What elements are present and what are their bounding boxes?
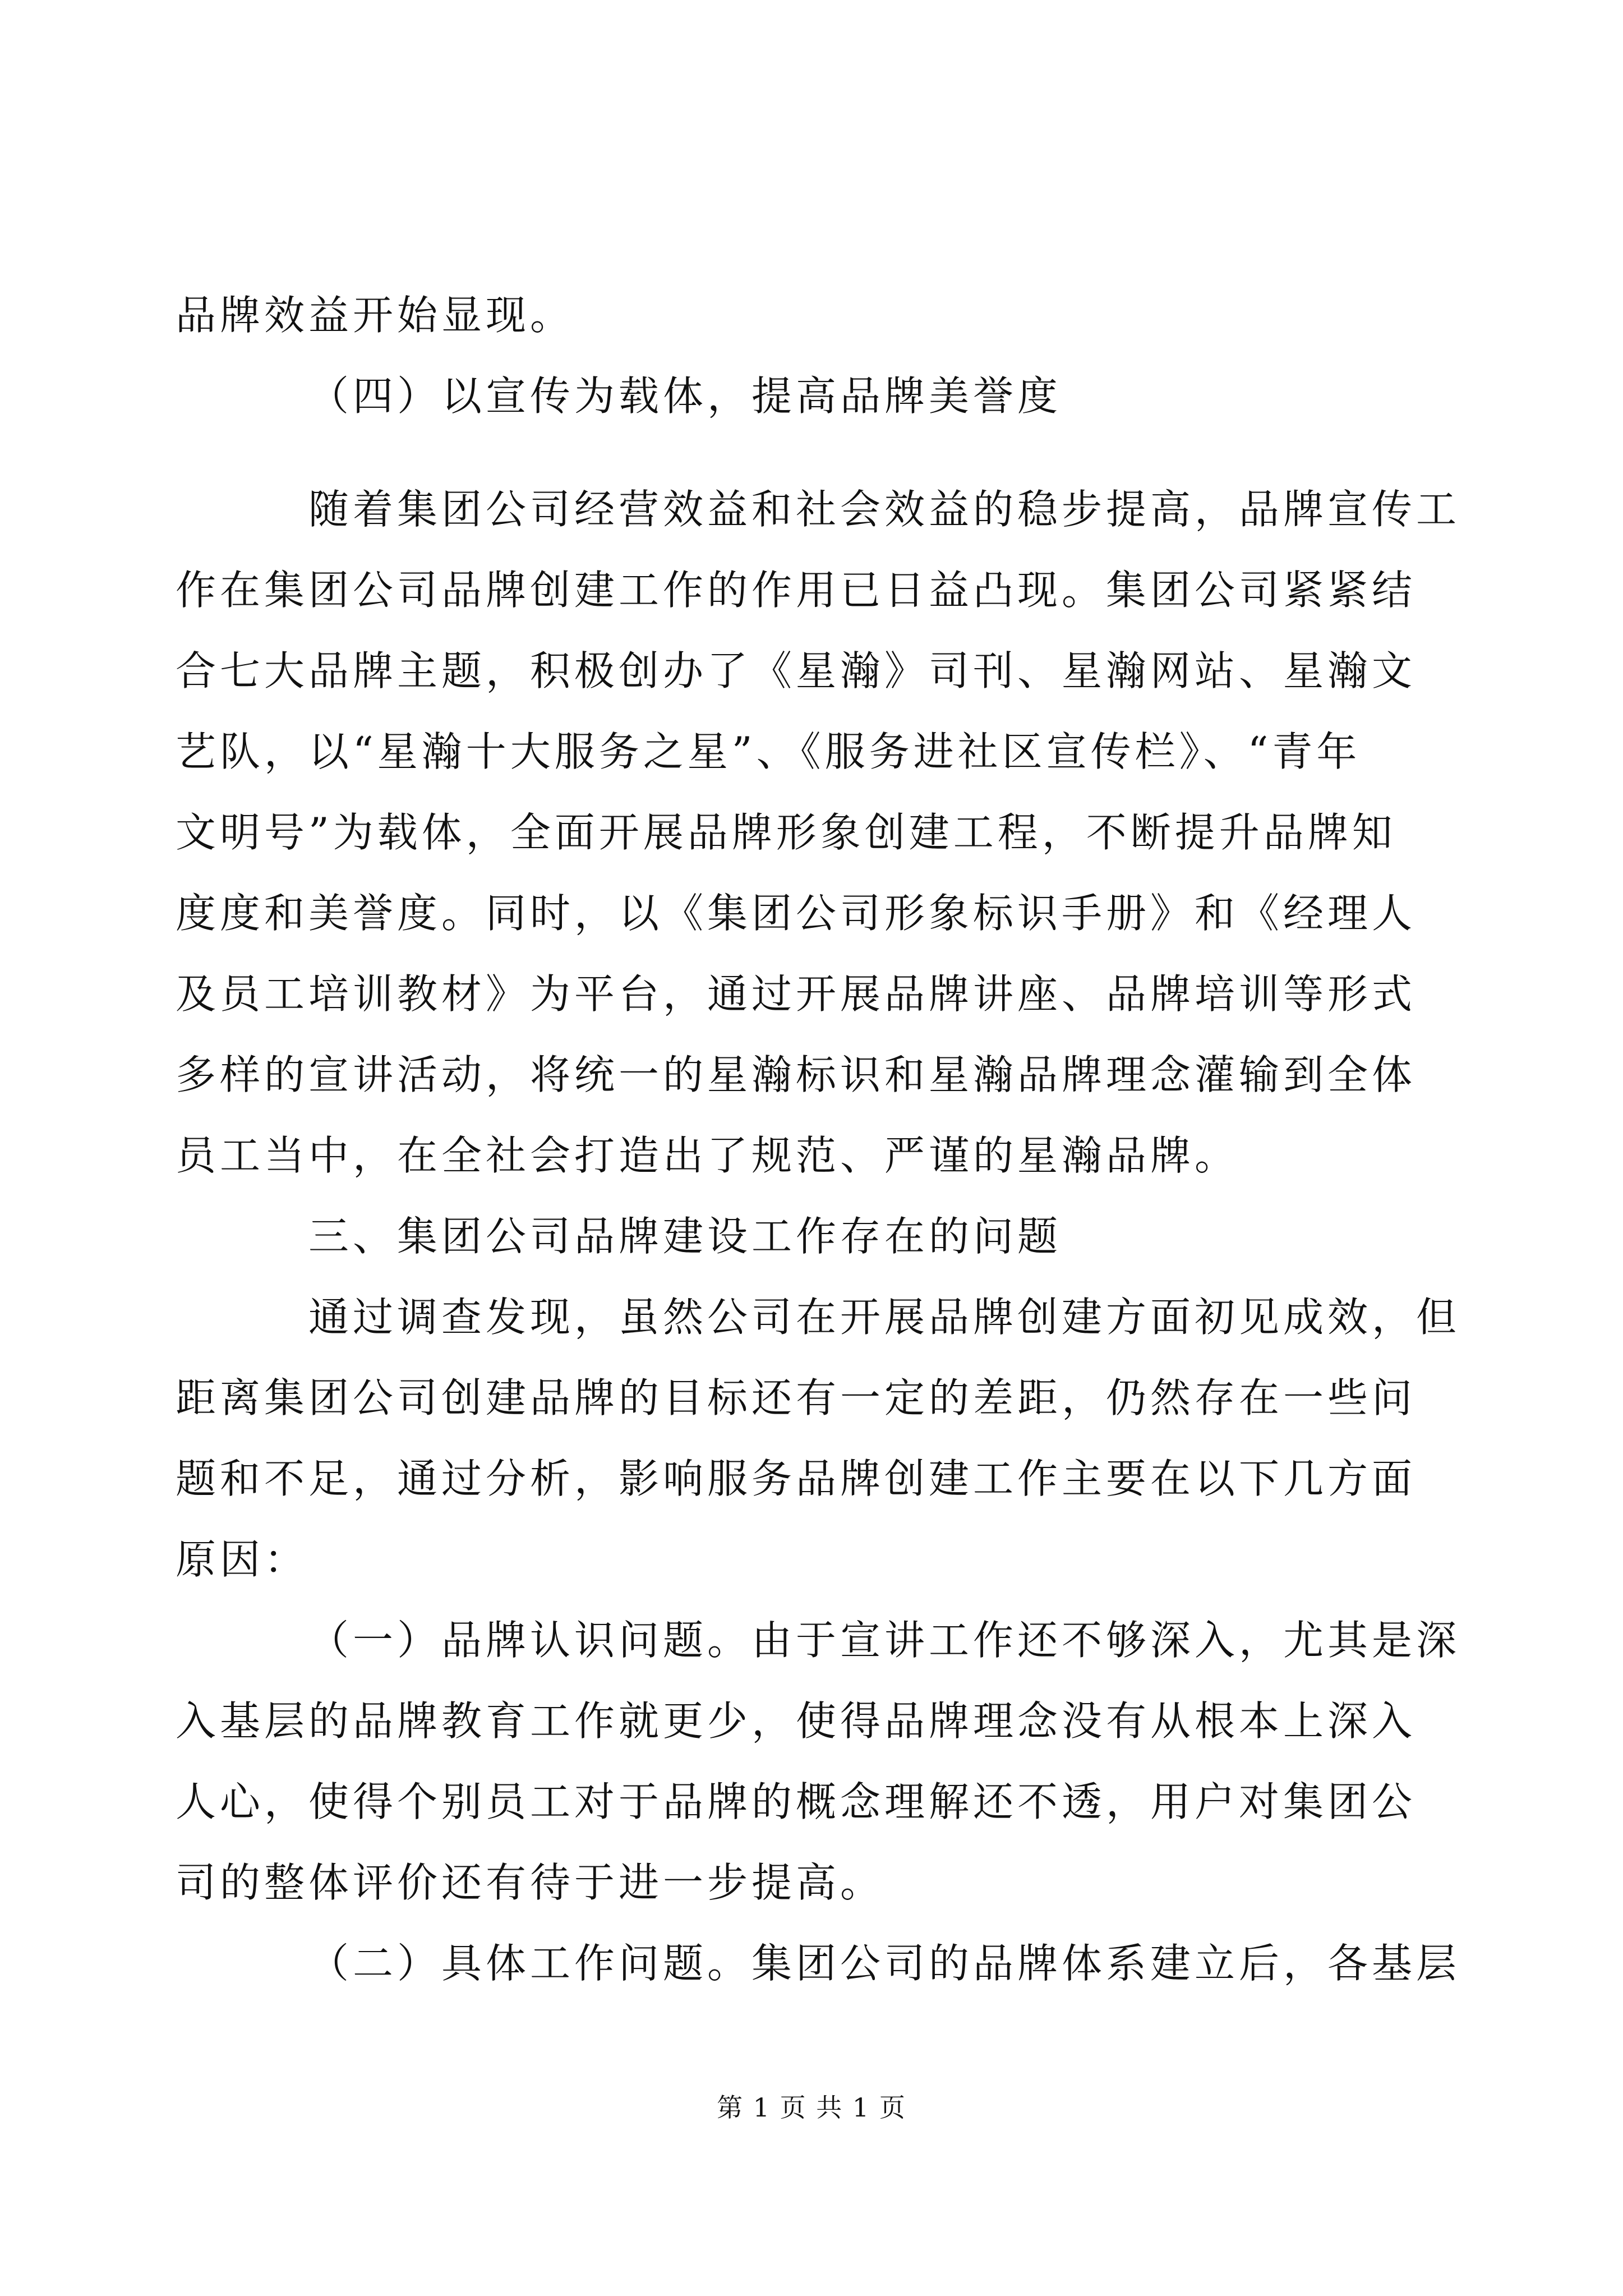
text-line: 艺队，以“星瀚十大服务之星”、《服务进社区宣传栏》、“青年 xyxy=(176,728,1361,775)
text-line: 员工当中，在全社会打造出了规范、严谨的星瀚品牌。 xyxy=(176,1132,1239,1179)
text-line: 距离集团公司创建品牌的目标还有一定的差距，仍然存在一些问 xyxy=(176,1374,1417,1421)
text-line: 及员工培训教材》为平台，通过开展品牌讲座、品牌培训等形式 xyxy=(176,970,1417,1018)
text-line: （二）具体工作问题。集团公司的品牌体系建立后，各基层 xyxy=(308,1940,1461,1987)
text-line: 题和不足，通过分析，影响服务品牌创建工作主要在以下几方面 xyxy=(176,1455,1417,1502)
text-line: 通过调查发现，虽然公司在开展品牌创建方面初见成效，但 xyxy=(308,1294,1461,1341)
text-line: 多样的宣讲活动，将统一的星瀚标识和星瀚品牌理念灌输到全体 xyxy=(176,1051,1417,1098)
text-line: 原因： xyxy=(176,1536,309,1583)
section-heading: 三、集团公司品牌建设工作存在的问题 xyxy=(308,1213,1062,1260)
text-line: 文明号”为载体，全面开展品牌形象创建工程，不断提升品牌知 xyxy=(176,809,1396,856)
text-line: 人心，使得个别员工对于品牌的概念理解还不透，用户对集团公 xyxy=(176,1778,1417,1825)
text-line: 司的整体评价还有待于进一步提高。 xyxy=(176,1859,885,1906)
text-line: 合七大品牌主题，积极创办了《星瀚》司刊、星瀚网站、星瀚文 xyxy=(176,647,1417,694)
text-line: 度度和美誉度。同时，以《集团公司形象标识手册》和《经理人 xyxy=(176,890,1417,937)
text-line: 入基层的品牌教育工作就更少，使得品牌理念没有从根本上深入 xyxy=(176,1697,1417,1745)
page-number-footer: 第 1 页 共 1 页 xyxy=(717,2092,906,2123)
text-line: 品牌效益开始显现。 xyxy=(176,292,575,339)
text-line: 随着集团公司经营效益和社会效益的稳步提高，品牌宣传工 xyxy=(308,486,1461,533)
text-line: 作在集团公司品牌创建工作的作用已日益凸现。集团公司紧紧结 xyxy=(176,567,1417,614)
text-line: （一）品牌认识问题。由于宣讲工作还不够深入，尤其是深 xyxy=(308,1617,1461,1664)
section-heading: （四）以宣传为载体，提高品牌美誉度 xyxy=(308,372,1062,420)
